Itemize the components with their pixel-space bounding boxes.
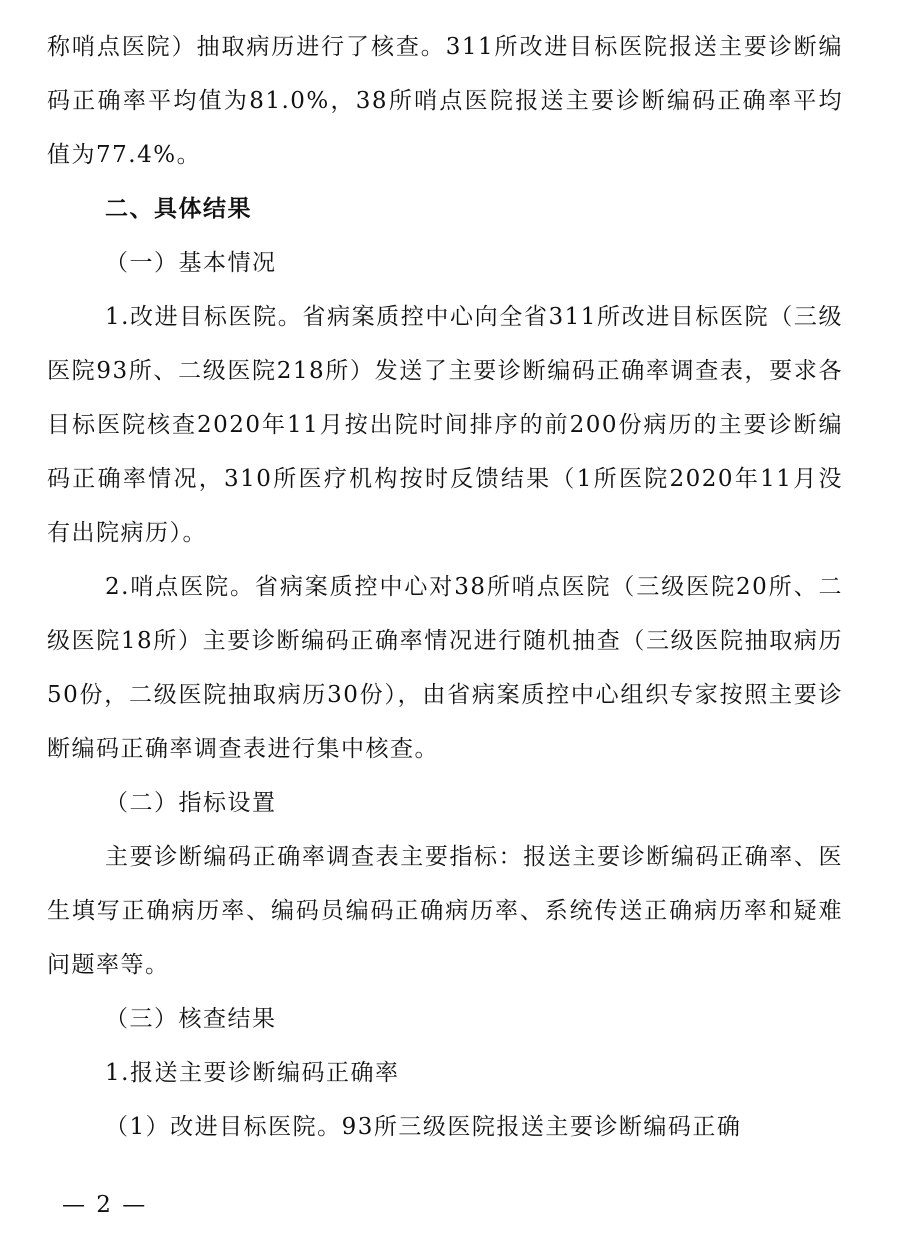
paragraph-target-hospitals: 1.改进目标医院。省病案质控中心向全省311所改进目标医院（三级医院93所、二级医院218所）发送了主要诊断编码正确率调查表，要求各目标医院核查2020年11月按出院时间排序的前200份病历的主要诊断编码正确率情况，310所医疗机构按时反馈结果（1所医院2020年11月没有出院病历）。 [47, 304, 843, 546]
paragraph-continuation: 称哨点医院）抽取病历进行了核查。311所改进目标医院报送主要诊断编码正确率平均值为81.0%，38所哨点医院报送主要诊断编码正确率平均值为77.4%。 [47, 34, 843, 168]
section-heading-specific-results: 二、具体结果 [105, 195, 252, 222]
subsection-heading-basic-situation: （一）基本情况 [105, 250, 277, 276]
page-number: — 2 — [62, 1192, 148, 1218]
paragraph-reported-accuracy-heading: 1.报送主要诊断编码正确率 [105, 1060, 400, 1086]
document-body [47, 20, 843, 1154]
paragraph-target-hospitals-results: （1）改进目标医院。93所三级医院报送主要诊断编码正确 [105, 1114, 742, 1140]
paragraph-indicators: 主要诊断编码正确率调查表主要指标：报送主要诊断编码正确率、医生填写正确病历率、编码员编码正确病历率、系统传送正确病历率和疑难问题率等。 [47, 844, 843, 978]
subsection-heading-verification-results: （三）核查结果 [105, 1006, 277, 1032]
subsection-heading-indicator-settings: （二）指标设置 [105, 790, 277, 816]
paragraph-sentinel-hospitals: 2.哨点医院。省病案质控中心对38所哨点医院（三级医院20所、二级医院18所）主要诊断编码正确率情况进行随机抽查（三级医院抽取病历50份，二级医院抽取病历30份），由省病案质控中心组织专家按照主要诊断编码正确率调查表进行集中核查。 [47, 574, 843, 762]
